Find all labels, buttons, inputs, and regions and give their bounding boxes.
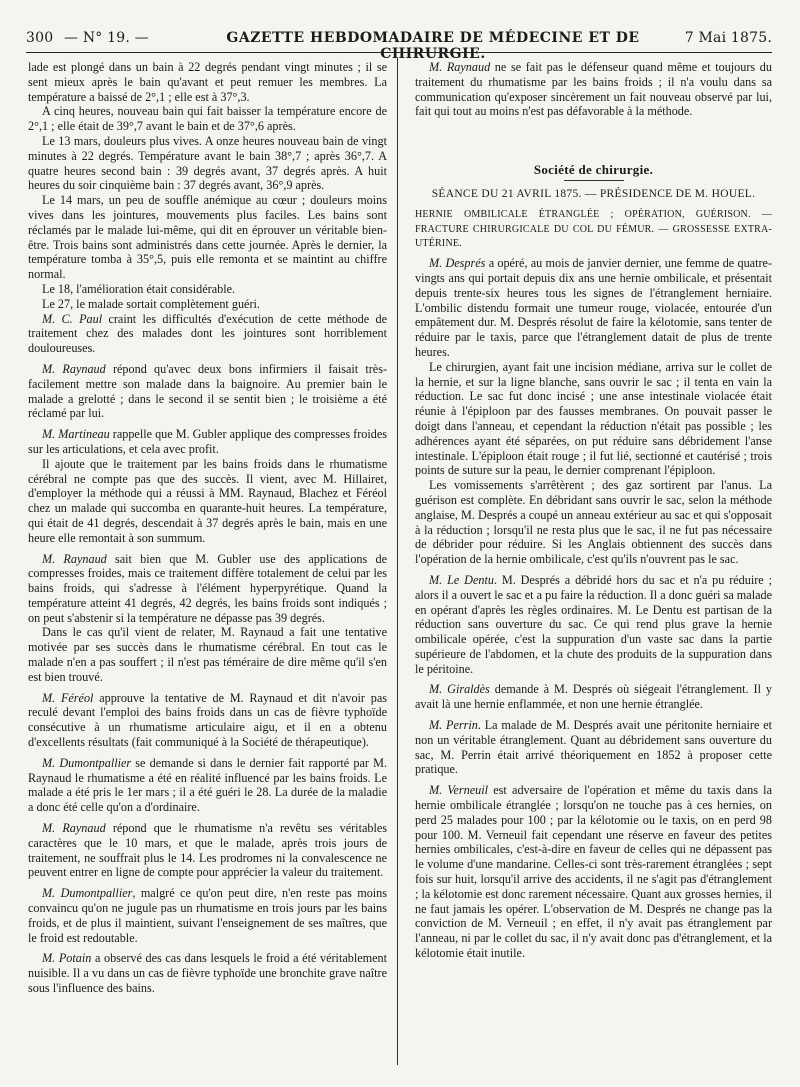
speaker-text: répond qu'avec deux bons infirmiers il faisait très-facilement mettre son malade dans la baignoire. Au premier bain le malade a grelotté ; dans le second il se sentit bien ; le troisième a été réclamé par lui. [28,361,387,421]
speaker-paragraph [415,60,772,119]
speaker-text: a observé des cas dans lesquels le froid a été véritablement nuisible. Il a vu dans un cas de fièvre typhoïde une bronchite grave naître sous l'influence des bains. [28,951,387,996]
speaker-paragraph [28,821,387,880]
session-line: SÉANCE DU 21 AVRIL 1875. — PRÉSIDENCE DE M. HOUEL. [431,187,756,200]
speaker-paragraph [415,718,772,777]
speaker-text: craint les difficultés d'exécution de cette méthode de traitement chez des malades dont les jointures sont horriblement douloureuses. [28,311,387,356]
speaker-text: . M. Després a débridé hors du sac et n'a pu réduire ; alors il a ouvert le sac et a pu faire la réduction. Il a donc guéri sa malade en opérant d'après les règles ordinaires. M. Le Dentu est partisan de la réduction sans ouverture du sac. Ce qui rend plus grave la hernie ombilicale opérée, c'est la suppuration d'un vaste sac dans la partie supérieure de l'abdomen, et la chute des produits de la suppuration dans le péritoine. [415,572,772,676]
paragraph: Le 27, le malade sortait complètement guéri. [42,296,260,311]
issue-date: 7 Mai 1875. [684,30,772,46]
section-title: Société de chirurgie. [533,162,654,178]
speaker-paragraph [28,552,387,626]
speaker-text: demande à M. Després où siégeait l'étranglement. Il y avait là une hernie enflammée, et non une hernie étranglée. [415,682,772,712]
paragraph: Le chirurgien, ayant fait une incision médiane, arriva sur le collet de la hernie, et sur la ligne blanche, sans ouvrir le sac ; il tenta en vain la réduction. Le sac fut donc incisé ; une anse intestinale violacée était réunie à l'épiploon par des fausses membranes. On pouvait passer le doigt dans l'anneau, et cependant la réduction n'était pas possible ; les adhérences ayant été séparées, on put réduire sans débridement l'anse intestinale. L'épiploon était rouge ; il fut lié, sectionné et cautérisé ; trois points de suture sur la peau, le dernier comprenant l'épiploon. [415,359,772,478]
speaker-name: M. Raynaud [42,821,106,836]
journal-title: GAZETTE HEBDOMADAIRE DE MÉDECINE ET DE CHIRURGIE. [226,30,640,62]
speaker-text: . La malade de M. Després avait une péritonite herniaire et non un véritable étranglement. Quant au débridement sans ouverture du sac, M. Perrin était arrivé théoriquement en 1852 à proposer cette pratique. [415,718,772,777]
column-divider [397,58,398,1065]
speaker-name: M. Giraldès [429,682,490,697]
speaker-paragraph [415,783,772,961]
speaker-name: M. Féréol [42,690,94,705]
paragraph: Le 13 mars, douleurs plus vives. A onze heures nouveau bain de vingt minutes à 22 degrés. Température avant le bain 38°,7 ; après 36°,7. A quatre heures second bain : 39 degrés avant, 37 degrés après. A huit heures du soir cinquième bain : 37 degrés avant, 36°,9 après. [28,133,387,193]
speaker-paragraph [415,682,772,712]
paragraph: lade est plongé dans un bain à 22 degrés pendant vingt minutes ; il se sent mieux après le bain qu'avant et peut remuer les membres. La température a baissé de 2°,1 ; elle est à 37°,3. [28,60,387,104]
speaker-text: est adversaire de l'opération et même du taxis dans la hernie ombilicale étranglée ; lorsqu'on ne touche pas à ces hernies, on perd 25 malades pour 100 ; par la kélotomie ou le taxis, on en perd 98 pour 100. M. Verneuil fait cependant une réserve en faveur des petites hernies ombilicales, c'est-à-dire en faveur de celles qui ne dépassent pas le volume d'une mandarine. Celles-ci sont très-rarement étranglées ; sept fois sur huit, lorsqu'il arrive des accidents, il ne s'agit pas d'étranglement ; la kélotomie est donc rarement nécessaire. Quant aux grosses hernies, il ne faut jamais les opérer. L'observation de M. Després ne change pas la conviction de M. Verneuil ; en effet, il n'y avait pas étranglement par l'anneau, ni par le collet du sac, il n'y avait donc pas d'étranglement, et la kélotomie était inutile. [415,783,772,961]
speaker-name: M. Perrin [429,718,478,733]
paragraph: Il ajoute que le traitement par les bains froids dans le rhumatisme cérébral ne compte pas que des succès. Il vient, avec M. Hillairet, d'employer la méthode qui a réussi à MM. Raynaud, Blachez et Féréol chez un malade qui succomba en quarante-huit heures. La température, qui était de 41 degrés, descendait à 37 degrés après le bain, mais en une heure elle remontait à son summum. [28,456,387,545]
speaker-paragraph [28,951,387,995]
page-number: 300 [26,30,54,46]
speaker-text: sait bien que M. Gubler use des applications de compresses froides, mais ce traitement diffère totalement de celui par les bains froids, qui s'adresse à l'élément hyperpyrétique. Quand la température atteint 41 degrés, 42 degrés, les bains froids sont indiqués ; on peut s'abstenir si la température ne dépasse pas 39 degrés. [28,551,387,625]
speaker-text: ne se fait pas le défenseur quand même et toujours du traitement du rhumatisme par les bains froids ; il n'a voulu dans sa communication qu'exposer sincèrement un fait nouveau observé par lui, fait qui tout au moins n'est pas défavorable à la méthode. [415,60,772,119]
page-header [26,30,772,62]
paragraph: Le 18, l'amélioration était considérable. [42,281,236,296]
speaker-paragraph [28,312,387,356]
speaker-text: répond que le rhumatisme n'a revêtu ses véritables caractères que le 10 mars, et que le malade, après trois jours de traitement, ne souffrait plus le 14. Les prodromes ni la convalescence ne peuvent entrer en ligne de compte pour apprécier la valeur du traitement. [28,821,387,880]
speaker-name: M. Le Dentu [429,572,494,587]
speaker-text: rappelle que M. Gubler applique des compresses froides sur les articulations, et cela avec profit. [28,427,387,456]
speaker-name: M. Potain [42,951,92,966]
speaker-name: M. Verneuil [429,783,489,798]
speaker-text: , malgré ce qu'on peut dire, n'en reste pas moins convaincu qu'on ne jugule pas un rhumatisme en trois jours par les bains froids, et de plus il maintient, suivant l'enseignement de ses maîtres, que le froid est redoutable. [28,886,387,945]
issue-number: — N° 19. — [64,30,149,46]
paragraph: Le 14 mars, un peu de souffle anémique au cœur ; douleurs moins vives dans les jointures, mouvements plus faciles. Les bains sont réclamés par le malade lui-même, qui dit en éprouver un véritable bien-être. Trois bains sont administrés dans cette journée. Après le dernier, la température tomba à 35°,5, puis elle remonta et se maintint au chiffre normal. [28,193,387,282]
right-column [415,60,772,1069]
speaker-text: a opéré, au mois de janvier dernier, une femme de quatre-vingts ans qui portait depuis dix ans une hernie ombilicale, et présentait depuis trente-six heures tous les signes de l'étranglement herniaire. L'ombilic distendu formait une tumeur rouge, violacée, entourée d'un empâtement dur. M. Després résolut de faire la kélotomie, sans tenter de réduire par le taxis, parce que l'étranglement datait de plus de trente heures. [415,256,772,359]
speaker-name: M. Raynaud [42,551,107,566]
paragraph: Les vomissements s'arrêtèrent ; des gaz sortirent par l'anus. La guérison est complète. En débridant sans ouvrir le sac, selon la méthode anglaise, M. Després a coupé un anneau extérieur au sac et qui s'opposait à la réduction ; lorsqu'il ne resta plus que le sac, il ne fut pas nécessaire de débrider pour réduire. Si les Anglais obtiennent des succès dans l'opération de la hernie ombilicale, c'est qu'ils n'ouvrent pas le sac. [415,478,772,567]
speaker-paragraph [415,573,772,677]
speaker-name: M. Després [429,256,486,271]
speaker-name: M. Dumontpallier [42,886,133,901]
speaker-paragraph [28,362,387,421]
speaker-name: M. Raynaud [429,60,491,74]
speaker-text: approuve la tentative de M. Raynaud et dit n'avoir pas reculé devant l'emploi des bains froids dans un cas de fièvre typhoïde consécutive à un rhumatisme articulaire aigu, et il en a obtenu d'excellents résultats (fait communiqué à la Société de thérapeutique). [28,690,387,750]
paragraph: A cinq heures, nouveau bain qui fait baisser la température encore de 2°,1 ; elle était de 39°,7 avant le bain et de 37°,6 après. [28,104,387,134]
header-rule [26,52,772,53]
paragraph: Dans le cas qu'il vient de relater, M. Raynaud a fait une tentative motivée par ses succès dans le rhumatisme cérébral. En tout cas le malade n'en a pas souffert ; il n'est pas téméraire de dire même qu'il s'en est bien trouvé. [28,625,387,684]
speaker-paragraph [28,427,387,457]
speaker-paragraph [28,886,387,945]
speaker-name: M. C. Paul [42,311,103,326]
speaker-paragraph [28,756,387,815]
speaker-name: M. Dumontpallier [42,755,132,770]
speaker-paragraph [28,691,387,750]
session-topics: HERNIE OMBILICALE ÉTRANGLÉE ; OPÉRATION, GUÉRISON. — FRACTURE CHIRURGICALE DU COL DU FÉMUR. — GROSSESSE EXTRA-UTÉRINE. [415,208,772,250]
left-column [28,60,387,1069]
speaker-name: M. Martineau [42,427,110,442]
speaker-text: se demande si dans le dernier fait rapporté par M. Raynaud le rhumatisme a été en réalité influencé par les bains froids. Le malade a été pris le 1er mars ; il a été guéri le 28. La durée de la maladie a donc été celle qu'on a d'ordinaire. [28,755,387,815]
speaker-name: M. Raynaud [42,361,106,376]
speaker-paragraph [415,256,772,360]
section-rule [564,180,624,181]
